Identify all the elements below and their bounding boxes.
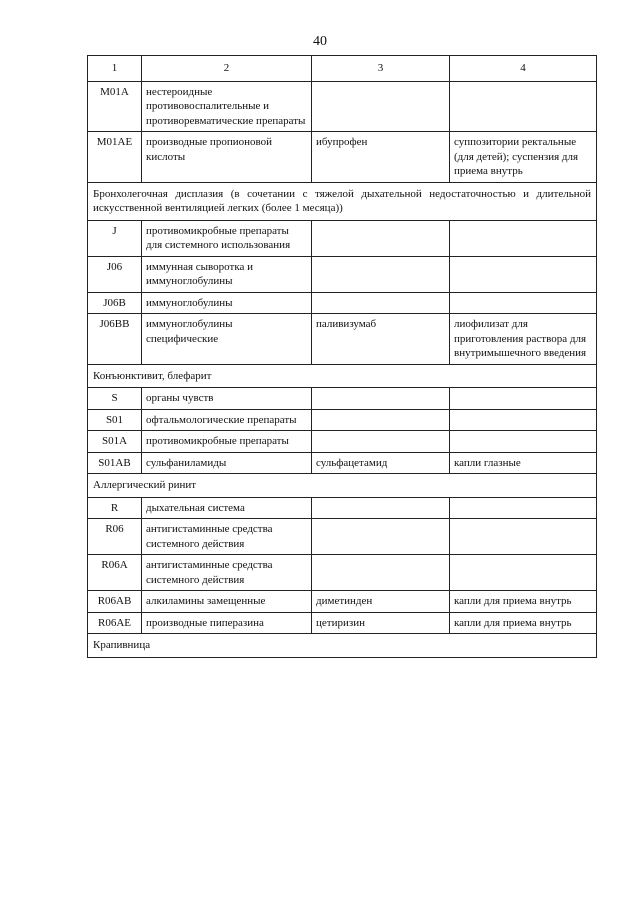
drug-name-cell: сульфацетамид: [312, 452, 450, 474]
section-heading-row: [88, 182, 597, 220]
dosage-form-cell: [450, 292, 597, 314]
drug-name-cell: [312, 409, 450, 431]
group-name-cell: противомикробные препараты для системного использования: [142, 220, 312, 256]
page-number: 40: [313, 34, 327, 49]
table-row: [88, 292, 597, 314]
section-heading: Крапивница: [88, 634, 597, 658]
atc-code-cell: R: [88, 497, 142, 519]
dosage-form-cell: [450, 409, 597, 431]
dosage-form-cell: [450, 220, 597, 256]
table-row: [88, 81, 597, 132]
table-row: [88, 314, 597, 365]
drug-name-cell: диметинден: [312, 591, 450, 613]
group-name-cell: производные пиперазина: [142, 612, 312, 634]
drug-name-cell: [312, 497, 450, 519]
group-name-cell: иммуноглобулины: [142, 292, 312, 314]
section-heading-row: [88, 634, 597, 658]
atc-code-cell: R06AB: [88, 591, 142, 613]
drug-table-body: [88, 56, 597, 658]
drug-table: [87, 55, 597, 658]
atc-code-cell: S01AB: [88, 452, 142, 474]
dosage-form-cell: [450, 431, 597, 453]
drug-name-cell: [312, 555, 450, 591]
drug-name-cell: [312, 292, 450, 314]
table-row: [88, 519, 597, 555]
table-row: [88, 388, 597, 410]
atc-code-cell: J06: [88, 256, 142, 292]
atc-code-cell: J06B: [88, 292, 142, 314]
drug-name-cell: [312, 220, 450, 256]
dosage-form-cell: [450, 519, 597, 555]
drug-name-cell: [312, 519, 450, 555]
group-name-cell: производные пропионовой кислоты: [142, 132, 312, 183]
group-name-cell: офтальмологические препараты: [142, 409, 312, 431]
header-cell-code: 1: [88, 56, 142, 82]
dosage-form-cell: [450, 388, 597, 410]
atc-code-cell: S01: [88, 409, 142, 431]
section-heading-row: [88, 474, 597, 498]
dosage-form-cell: лиофилизат для приготовления раствора для внутримышечного введения: [450, 314, 597, 365]
group-name-cell: нестероидные противовоспалительные и противоревматические препараты: [142, 81, 312, 132]
drug-name-cell: [312, 388, 450, 410]
atc-code-cell: J06BB: [88, 314, 142, 365]
group-name-cell: иммунная сыворотка и иммуноглобулины: [142, 256, 312, 292]
dosage-form-cell: капли глазные: [450, 452, 597, 474]
drug-name-cell: [312, 256, 450, 292]
group-name-cell: алкиламины замещенные: [142, 591, 312, 613]
table-header-row: [88, 56, 597, 82]
header-cell-drug: 3: [312, 56, 450, 82]
dosage-form-cell: [450, 497, 597, 519]
atc-code-cell: R06AE: [88, 612, 142, 634]
atc-code-cell: R06A: [88, 555, 142, 591]
dosage-form-cell: капли для приема внутрь: [450, 612, 597, 634]
table-row: [88, 591, 597, 613]
atc-code-cell: M01AE: [88, 132, 142, 183]
table-row: [88, 220, 597, 256]
drug-name-cell: [312, 81, 450, 132]
table-row: [88, 132, 597, 183]
table-row: [88, 256, 597, 292]
table-row: [88, 555, 597, 591]
drug-name-cell: [312, 431, 450, 453]
table-row: [88, 452, 597, 474]
group-name-cell: антигистаминные средства системного действия: [142, 519, 312, 555]
table-row: [88, 431, 597, 453]
group-name-cell: иммуноглобулины специфические: [142, 314, 312, 365]
group-name-cell: органы чувств: [142, 388, 312, 410]
atc-code-cell: M01A: [88, 81, 142, 132]
dosage-form-cell: [450, 555, 597, 591]
dosage-form-cell: капли для приема внутрь: [450, 591, 597, 613]
table-row: [88, 497, 597, 519]
group-name-cell: сульфаниламиды: [142, 452, 312, 474]
atc-code-cell: S01A: [88, 431, 142, 453]
section-heading: Аллергический ринит: [88, 474, 597, 498]
header-cell-group: 2: [142, 56, 312, 82]
drug-name-cell: ибупрофен: [312, 132, 450, 183]
section-heading: Конъюнктивит, блефарит: [88, 364, 597, 388]
drug-name-cell: паливизумаб: [312, 314, 450, 365]
group-name-cell: антигистаминные средства системного действия: [142, 555, 312, 591]
drug-name-cell: цетиризин: [312, 612, 450, 634]
atc-code-cell: J: [88, 220, 142, 256]
header-cell-form: 4: [450, 56, 597, 82]
table-row: [88, 409, 597, 431]
section-heading-row: [88, 364, 597, 388]
section-heading: Бронхолегочная дисплазия (в сочетании с тяжелой дыхательной недостаточностью и длительной искусственной вентиляцией легких (более 1 месяца)): [88, 182, 597, 220]
atc-code-cell: S: [88, 388, 142, 410]
atc-code-cell: R06: [88, 519, 142, 555]
group-name-cell: противомикробные препараты: [142, 431, 312, 453]
dosage-form-cell: [450, 256, 597, 292]
table-row: [88, 612, 597, 634]
dosage-form-cell: [450, 81, 597, 132]
group-name-cell: дыхательная система: [142, 497, 312, 519]
dosage-form-cell: суппозитории ректальные (для детей); суспензия для приема внутрь: [450, 132, 597, 183]
